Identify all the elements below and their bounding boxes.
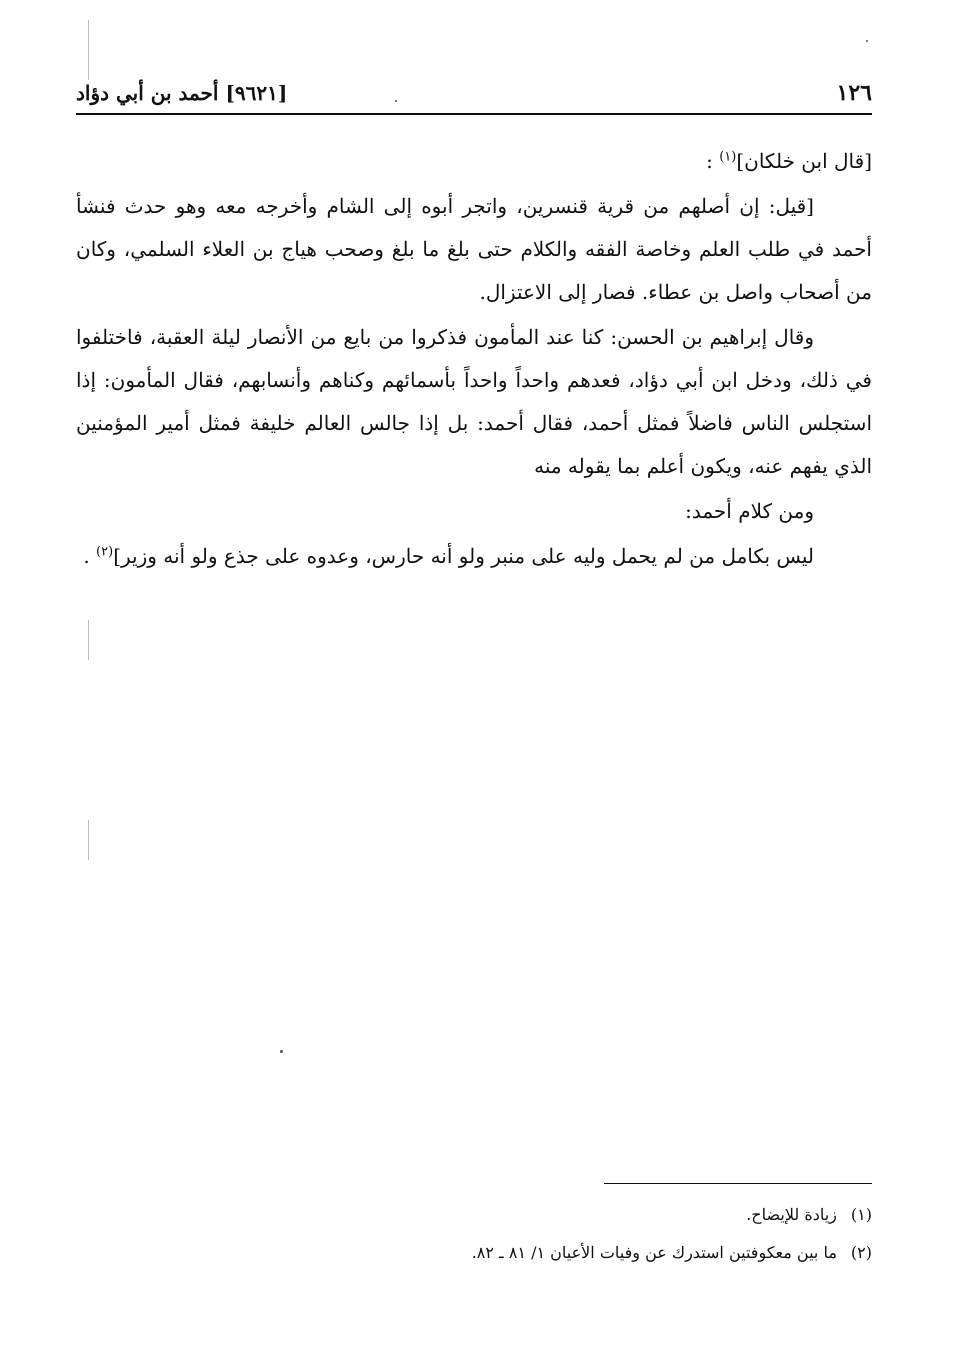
footnote-text: زيادة للإيضاح.	[746, 1205, 837, 1224]
scan-speck	[280, 1050, 283, 1053]
scan-edge-line	[88, 20, 89, 80]
footnote-2	[300, 1234, 872, 1272]
footnote-ref-1: (١)	[719, 149, 737, 165]
footnote-ref-2: (٢)	[96, 544, 114, 560]
paragraph-saying-tail: .	[83, 544, 90, 568]
footnote-rule	[604, 1183, 872, 1184]
paragraph-intro-text: [قال ابن خلكان]	[736, 149, 872, 173]
footnote-mark: (٢)	[850, 1243, 872, 1262]
footnote-mark: (١)	[850, 1205, 872, 1224]
footnote-text: ما بين معكوفتين استدرك عن وفيات الأعيان ١/ ٨١ ـ ٨٢.	[471, 1243, 837, 1262]
scan-speck	[866, 40, 868, 42]
running-head: [٩٦٢١] أحمد بن أبي دؤاد	[76, 81, 288, 105]
footnotes	[300, 1196, 872, 1272]
scan-edge-line	[88, 820, 89, 860]
body-text	[76, 140, 872, 580]
paragraph-sayings-heading: ومن كلام أحمد:	[685, 499, 814, 523]
paragraph-origin: [قيل: إن أصلهم من قرية قنسرين، واتجر أبوه إلى الشام وأخرجه معه وهو حدث فنشأ أحمد في طلب العلم وخاصة الفقه والكلام حتى بلغ ما بلغ وصحب هياج بن العلاء السلمي، وكان من أصحاب واصل بن عطاء. فصار إلى الاعتزال.	[76, 194, 872, 304]
page-header	[76, 78, 872, 108]
page-number: ١٢٦	[836, 80, 872, 106]
scan-edge-line	[88, 620, 89, 660]
paragraph-intro	[76, 140, 872, 183]
scan-speck	[395, 100, 397, 102]
paragraph-saying	[76, 535, 872, 578]
paragraph-intro-tail: :	[706, 149, 713, 173]
paragraph-saying-text: ليس بكامل من لم يحمل وليه على منبر ولو أنه حارس، وعدوه على جذع ولو أنه وزير]	[113, 544, 814, 568]
header-rule	[76, 113, 872, 115]
footnote-1	[300, 1196, 872, 1234]
paragraph-mamun: وقال إبراهيم بن الحسن: كنا عند المأمون فذكروا من بايع من الأنصار ليلة العقبة، فاختلفوا في ذلك، ودخل ابن أبي دؤاد، فعدهم واحداً واحداً بأسمائهم وكناهم وأنسابهم، فقال المأمون: إذا استجلس الناس فاضلاً فمثل أحمد، فقال أحمد: بل إذا جالس العالم خليفة فمثل أمير المؤمنين الذي يفهم عنه، ويكون أعلم بما يقوله منه	[76, 325, 872, 478]
